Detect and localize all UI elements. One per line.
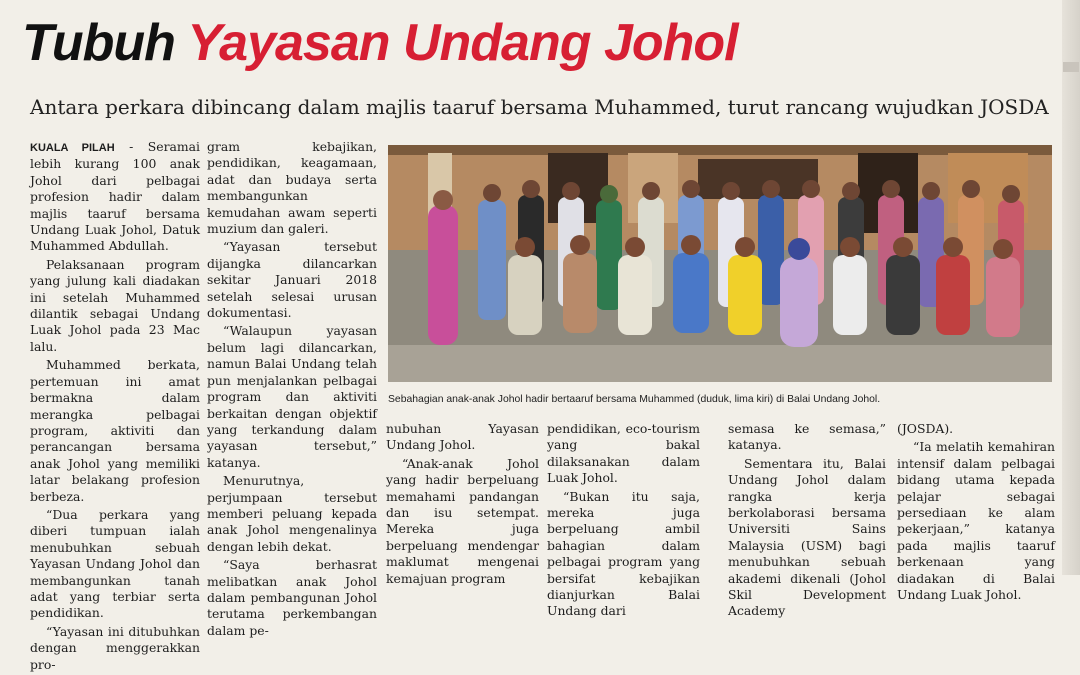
paragraph: “Yayasan ini ditubuhkan dengan menggerakkan pro- (30, 623, 200, 672)
group-photo-illustration (388, 145, 1052, 382)
article-column-3 (386, 421, 539, 589)
article-column-6 (897, 421, 1055, 605)
paragraph: “Walaupun yayasan belum lagi dilancarkan, namun Balai Undang telah pun menjalankan pelbagai program dan aktiviti berkaitan dengan objektif yang terkandung dalam yayasan tersebut,” katanya. (207, 323, 377, 470)
subheadline: Antara perkara dibincang dalam majlis taaruf bersama Muhammed, turut rancang wujudkan JOSDA (30, 95, 1049, 119)
paragraph: “Dua perkara yang diberi tumpuan ialah menubuhkan sebuah Yayasan Undang Johol dan membangunkan tanah adat yang terbiar serta pendidikan. (30, 506, 200, 621)
paragraph: Menurutnya, perjumpaan tersebut memberi peluang kepada anak Johol mengenalinya dengan lebih dekat. (207, 473, 377, 554)
article-column-1 (30, 139, 200, 675)
headline-part-black: Tubuh (22, 14, 175, 72)
paragraph: “Bukan itu saja, mereka juga berpeluang ambil bahagian dalam pelbagai program yang bersifat kebajikan dianjurkan Balai Undang dari (547, 488, 700, 619)
paragraph: “Anak-anak Johol yang hadir berpeluang memahami pandangan dan isu setempat. Mereka juga berpeluang mendengar maklumat mengenai kemajuan program (386, 455, 539, 586)
dateline: KUALA PILAH (30, 142, 115, 154)
paragraph: Muhammed berkata, pertemuan ini amat bermakna dalam merangka pelbagai program, aktiviti dan perancangan bersama anak Johol yang memiliki latar belakang profesion berbeza. (30, 357, 200, 504)
paragraph: Pelaksanaan program yang julung kali diadakan ini setelah Muhammed dilantik sebagai Undang Luak Johol pada 23 Mac lalu. (30, 256, 200, 354)
paragraph: pendidikan, eco-tourism yang bakal dilaksanakan dalam Luak Johol. (547, 421, 700, 486)
photo-caption: Sebahagian anak-anak Johol hadir bertaaruf bersama Muhammed (duduk, lima kiri) di Balai Undang Johol. (388, 394, 881, 405)
paragraph: (JOSDA). (897, 421, 954, 436)
paragraph: nubuhan Yayasan Undang Johol. (386, 421, 539, 453)
article-column-4 (547, 421, 700, 622)
article-column-5 (728, 421, 886, 622)
adjacent-page-text-fragment (1063, 62, 1079, 72)
article-column-2 (207, 139, 377, 641)
paragraph: Sementara itu, Balai Undang Johol dalam rangka kerja berkolaborasi bersama Universiti Sains Malaysia (USM) bagi menubuhkan sebuah akademi dikenali (Johol Skil Development Academy (728, 455, 886, 619)
paragraph: gram kebajikan, pendidikan, keagamaan, adat dan budaya serta membangunkan kemudahan awam seperti muzium dan galeri. (207, 139, 377, 237)
paragraph: semasa ke semasa,” katanya. (728, 421, 886, 453)
paragraph: “Yayasan tersebut dijangka dilancarkan sekitar Januari 2018 setelah selesai urusan dokumentasi. (207, 239, 377, 321)
headline (22, 8, 738, 78)
paragraph: “Saya berhasrat melibatkan anak Johol dalam pembangunan Johol terutama perkembangan dalam pe- (207, 557, 377, 638)
adjacent-page-edge (1062, 0, 1080, 575)
paragraph: “Ia melatih kemahiran intensif dalam pelbagai bidang utama kepada pelajar sebagai persediaan ke alam pekerjaan,” katanya pada majlis taaruf berkenaan yang diadakan di Balai Undang Luak Johol. (897, 439, 1055, 603)
group-photo (388, 145, 1052, 382)
paragraph: KUALA PILAH - Seramai lebih kurang 100 anak Johol dari pelbagai profesion hadir dalam majlis taaruf bersama Undang Luak Johol, Datuk Muhammed Abdullah. (30, 139, 200, 254)
headline-part-red: Yayasan Undang Johol (187, 14, 738, 72)
